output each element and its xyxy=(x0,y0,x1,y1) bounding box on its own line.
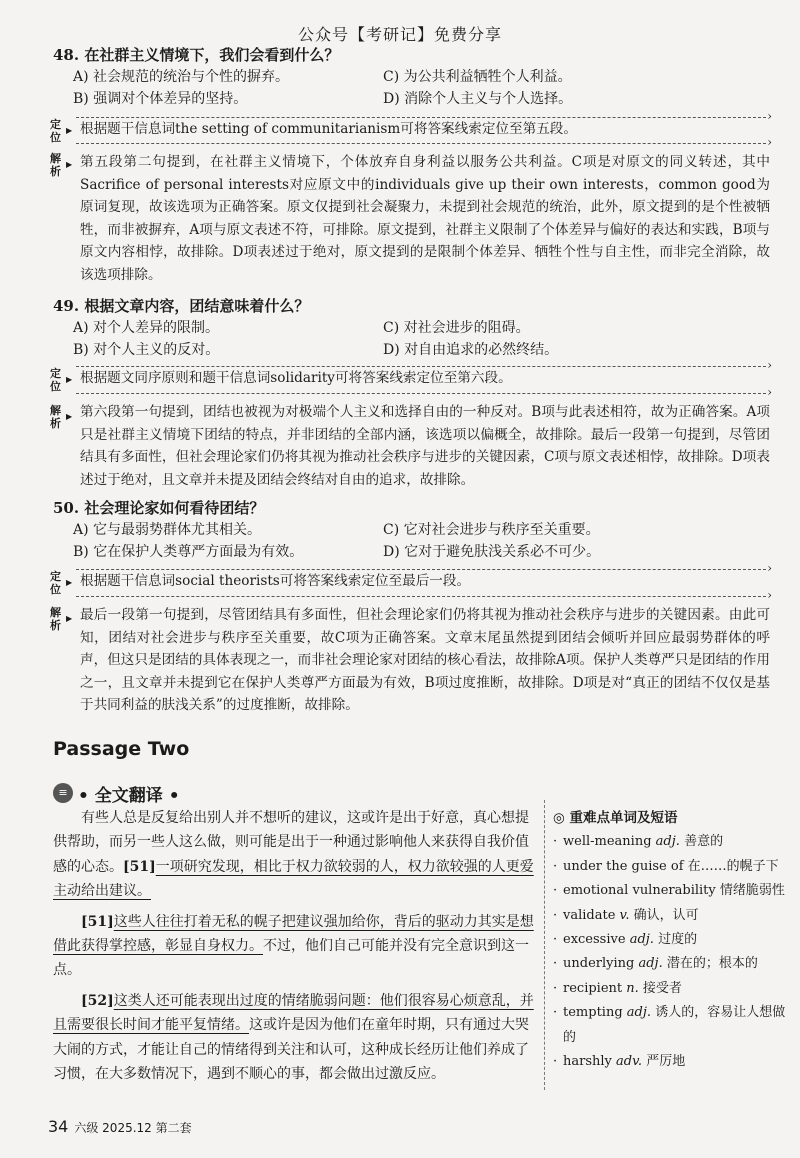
option-c: C) 对社会进步的阻碍。 xyxy=(383,320,530,336)
arrow-icon: ▶ xyxy=(66,159,73,169)
option-b: B) 对个人主义的反对。 xyxy=(73,342,220,358)
question-ref: [51] xyxy=(81,913,114,930)
tag-label: 解析 xyxy=(50,404,61,430)
vocab-word: tempting xyxy=(563,1005,623,1021)
option-b: B) 强调对个体差异的坚持。 xyxy=(73,91,248,107)
page-number: 34 xyxy=(48,1117,69,1136)
question-ref: [51] xyxy=(123,858,156,875)
vocab-pos: adj. xyxy=(655,834,680,850)
analysis-tag xyxy=(50,404,73,430)
option-d: D) 对自由追求的必然终结。 xyxy=(383,342,559,358)
vocab-item xyxy=(553,1050,788,1074)
locate-tag xyxy=(50,367,73,393)
tag-label: 解析 xyxy=(50,152,61,178)
question-50 xyxy=(53,497,773,563)
arrow-icon: ▶ xyxy=(66,577,73,587)
vocab-item xyxy=(553,904,788,928)
translation-paragraph xyxy=(53,989,539,1087)
option-a: A) 它与最弱势群体尤其相关。 xyxy=(73,522,262,538)
vocab-item xyxy=(553,1001,788,1050)
vocab-word: emotional vulnerability xyxy=(563,883,716,899)
vocab-meaning: 过度的 xyxy=(658,932,698,948)
column-divider xyxy=(544,800,545,1090)
analysis-text: 第五段第二句提到，在社群主义情境下，个体放弃自身利益以服务公共利益。C项是对原文的同义转述，其中Sacrifice of personal interests对应原文中的individuals give up their own interests，common good为原词复现，故该选项为正确答案。原文仅提到社会凝聚力，未提到社会规范的统治，此外，原文提到的是个性被牺牲，而非被摒弃，A项与原文表述不符，可排除。原文提到，社群主义限制了个体差异与偏好的表达和实践，B项与原文内容相悖，故排除。D项表述过于绝对，原文提到的是限制个体差异、牺牲个性与自主性，而非完全消除，故该选项排除。 xyxy=(80,154,770,283)
analysis-tag xyxy=(50,152,73,178)
divider xyxy=(76,393,766,394)
question-ref: [52] xyxy=(81,992,114,1009)
header-banner: 公众号【考研记】免费分享 xyxy=(297,25,502,44)
book-icon: ≡ xyxy=(53,783,73,803)
vocab-pos: adj. xyxy=(626,1005,652,1021)
locate-text: 根据题文同序原则和题干信息词solidarity可将答案线索定位至第六段。 xyxy=(80,370,512,386)
question-48 xyxy=(53,44,773,110)
sentence: 有些人总是反复给出别人并不想听的建议，这或许是出于好意，真心想提供帮助，而另一些人这么做，则可能是出于一种通过影响他人来获得自我价值感的心态。 xyxy=(53,810,529,875)
translation-heading: • 全文翻译 • xyxy=(78,786,180,806)
sentence: 这或许是因为他们在童年时期，只有通过大哭大闹的方式，才能让自己的情绪得到关注和认可，这种成长经历让他们养成了习惯，在大多数情况下，遇到不顺心的事，都会做出过激反应。 xyxy=(53,1017,529,1083)
question-title: 50. 社会理论家如何看待团结？ xyxy=(53,499,265,517)
sentence: 不过，他们自己可能并没有完全意识到这一点。 xyxy=(53,938,529,979)
page-footer xyxy=(48,1117,192,1136)
question-49 xyxy=(53,295,773,361)
vocab-pos: adj. xyxy=(629,932,654,948)
analysis-text: 最后一段第一句提到，尽管团结具有多面性，但社会理论家们仍将其视为推动社会秩序与进步的关键因素。由此可知，团结对社会进步与秩序至关重要，故C项为正确答案。文章末尾虽然提到团结会倾听并回应最弱势群体的呼声，但这只是团结的具体表现之一，而非社会理论家对团结的核心看法，故排除A项。保护人类尊严只是团结的作用之一，且文章并未提到它在保护人类尊严方面最为有效，B项过度推断，故排除。D项是对“真正的团结不仅仅是基于共同利益的肤浅关系”的过度推断，故排除。 xyxy=(80,607,770,713)
arrow-icon: ▶ xyxy=(66,613,73,623)
option-a: A) 社会规范的统治与个性的摒弃。 xyxy=(73,69,290,85)
options xyxy=(73,66,773,110)
analysis-text: 第六段第一句提到，团结也被视为对极端个人主义和选择自由的一种反对。B项与此表述相符，故为正确答案。A项只是社群主义情境下团结的特点，并非团结的全部内涵，该选项以偏概全，故排除。最后一段第一句提到，尽管团结具有多面性，但社会理论家们仍将其视为推动社会秩序与进步的关键因素，C项与原文表述相悖，故排除。D项表述过于绝对，且文章并未提及团结会终结对自由的追求，故排除。 xyxy=(80,404,770,488)
divider xyxy=(76,596,766,597)
locate-tag xyxy=(50,570,73,596)
vocab-meaning: 善意的 xyxy=(684,834,724,850)
vocab-meaning: 在……的幌子下 xyxy=(687,858,779,874)
vocab-word: harshly xyxy=(563,1054,612,1070)
vocab-item xyxy=(553,928,788,952)
arrow-icon: ▶ xyxy=(66,411,73,421)
translation-paragraph xyxy=(53,806,539,904)
option-d: D) 消除个人主义与个人选择。 xyxy=(383,91,573,107)
vocab-heading-text: 重难点单词及短语 xyxy=(569,810,678,826)
vocab-word: under the guise of xyxy=(563,858,684,874)
divider xyxy=(76,143,766,144)
locate-text: 根据题干信息词social theorists可将答案线索定位至最后一段。 xyxy=(80,573,471,589)
options xyxy=(73,317,773,361)
option-b: B) 它在保护人类尊严方面最为有效。 xyxy=(73,544,304,560)
locate-tag xyxy=(50,118,73,144)
vocab-item xyxy=(553,977,788,1001)
options xyxy=(73,519,773,563)
vocab-meaning: 情绪脆弱性 xyxy=(719,883,785,899)
vocab-item xyxy=(553,855,788,879)
option-c: C) 为公共利益牺牲个人利益。 xyxy=(383,69,572,85)
vocab-pos: v. xyxy=(619,907,630,923)
vocab-meaning: 接受者 xyxy=(642,980,682,996)
vocab-item xyxy=(553,952,788,976)
analysis-tag xyxy=(50,606,73,632)
vocab-word: underlying xyxy=(563,956,635,972)
vocab-box xyxy=(553,806,788,1074)
vocab-item xyxy=(553,879,788,903)
vocab-meaning: 诱人的，容易让人想做的 xyxy=(563,1005,786,1045)
tag-label: 定位 xyxy=(50,367,61,393)
vocab-pos: adj. xyxy=(638,956,663,972)
vocab-meaning: 严厉地 xyxy=(646,1054,686,1070)
vocab-list xyxy=(553,830,788,1074)
vocab-meaning: 确认，认可 xyxy=(633,907,699,923)
translation-paragraph xyxy=(53,910,539,983)
tag-label: 解析 xyxy=(50,606,61,632)
vocab-pos: adv. xyxy=(616,1054,643,1070)
option-d: D) 它对于避免肤浅关系必不可少。 xyxy=(383,544,601,560)
translation-body xyxy=(53,806,539,1086)
vocab-word: validate xyxy=(563,907,616,923)
locate-text: 根据题干信息词the setting of communitarianism可将答案线索定位至第五段。 xyxy=(80,121,577,137)
tag-label: 定位 xyxy=(50,118,61,144)
underlined-sentence: 这类人还可能表现出过度的情绪脆弱问题：他们很容易心烦意乱，并且需要很长时间才能平复情绪。 xyxy=(53,992,534,1034)
vocab-pos: n. xyxy=(626,980,639,996)
vocab-meaning: 潜在的；根本的 xyxy=(666,956,758,972)
vocab-word: well-meaning xyxy=(563,834,652,850)
passage-heading: Passage Two xyxy=(53,738,190,760)
vocab-heading: ◎ 重难点单词及短语 xyxy=(553,810,678,826)
footer-info: 六级 2025.12 第二套 xyxy=(74,1121,192,1135)
arrow-icon: ▶ xyxy=(66,125,73,135)
arrow-icon: ▶ xyxy=(66,374,73,384)
option-a: A) 对个人差异的限制。 xyxy=(73,320,220,336)
question-title: 49. 根据文章内容，团结意味着什么？ xyxy=(53,297,310,315)
vocab-word: recipient xyxy=(563,980,623,996)
vocab-word: excessive xyxy=(563,932,626,948)
vocab-item xyxy=(553,830,788,854)
question-title: 48. 在社群主义情境下，我们会看到什么？ xyxy=(53,46,340,64)
tag-label: 定位 xyxy=(50,570,61,596)
underlined-sentence: 一项研究发现，相比于权力欲较弱的人，权力欲较强的人更爱主动给出建议。 xyxy=(53,858,534,900)
underlined-sentence: 这些人往往打着无私的幌子把建议强加给你，背后的驱动力其实是想借此获得掌控感，彰显自身权力。 xyxy=(53,913,534,955)
option-c: C) 它对社会进步与秩序至关重要。 xyxy=(383,522,600,538)
